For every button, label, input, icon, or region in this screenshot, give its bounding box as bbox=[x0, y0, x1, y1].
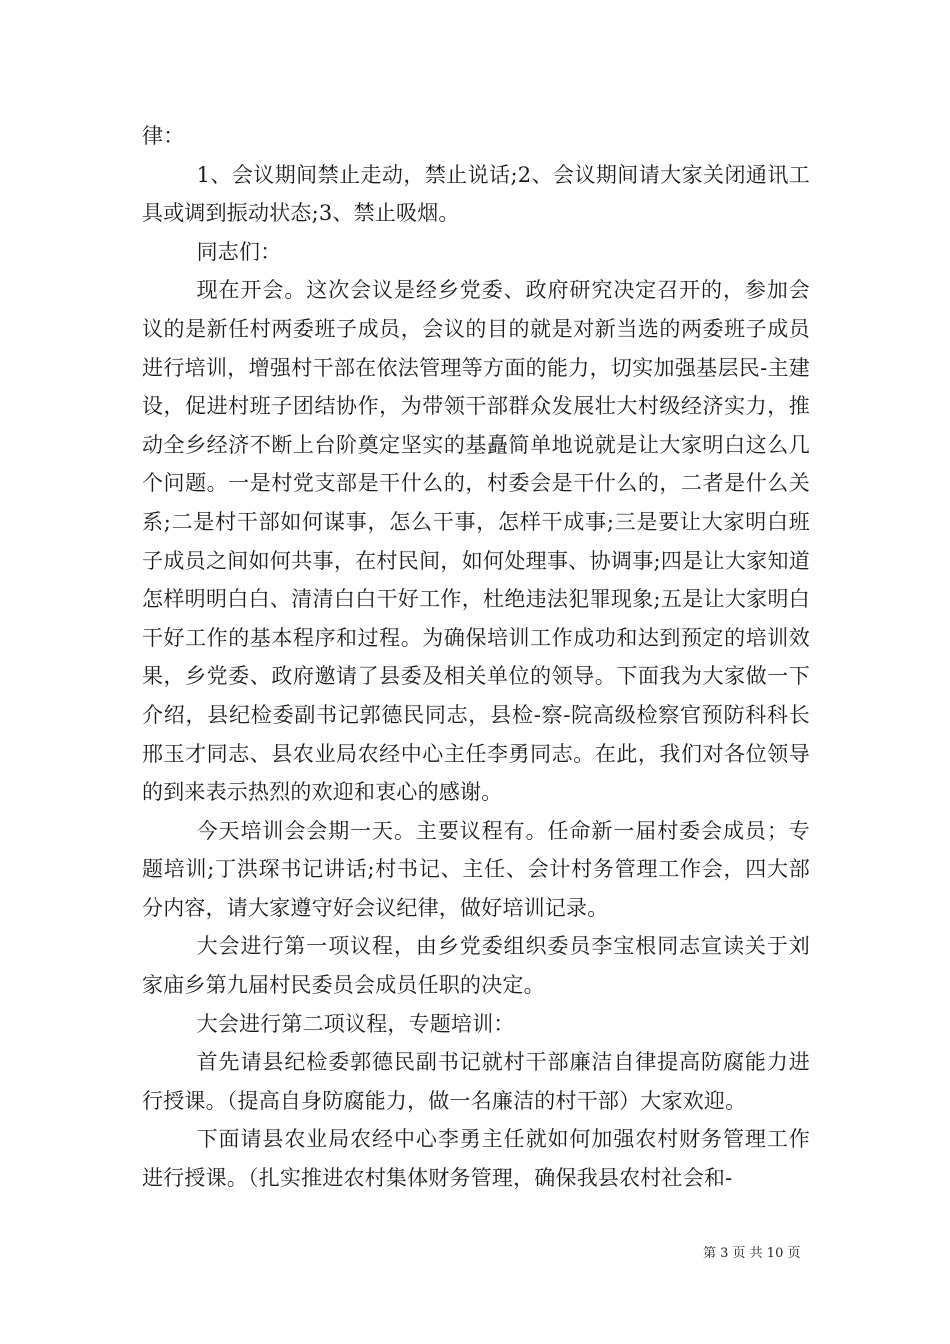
paragraph-continuation: 律： bbox=[142, 124, 185, 148]
paragraph-first-lecture: 首先请县纪检委郭德民副书记就村干部廉洁自律提高防腐能力进行授课。（提高自身防腐能力，做一名廉洁的村干部）大家欢迎。 bbox=[142, 1050, 810, 1113]
page-number-footer: 第 3 页 共 10 页 bbox=[703, 1246, 801, 1261]
paragraph-second-item: 大会进行第二项议程，专题培训： bbox=[196, 1011, 515, 1036]
paragraph-meeting-rules: 1、会议期间禁止走动，禁止说话;2、会议期间请大家关闭通讯工具或调到振动状态;3、禁止吸烟。 bbox=[142, 162, 810, 226]
paragraph-opening: 现在开会。这次会议是经乡党委、政府研究决定召开的，参加会议的是新任村两委班子成员，会议的目的就是对新当选的两委班子成员进行培训，增强村干部在依法管理等方面的能力，切实加强基层民-主建设，促进村班子团结协作，为带领干部群众发展壮大村级经济实力，推动全乡经济不断上台阶奠定坚实的基矗简单地说就是让大家明白这么几个问题。一是村党支部是干什么的，村委会是干什么的，二者是什么关系;二是村干部如何谋事，怎么干事，怎样干成事;三是要让大家明白班子成员之间如何共事，在村民间，如何处理事、协调事;四是让大家知道怎样明明白白、清清白白干好工作，杜绝违法犯罪现象;五是让大家明白干好工作的基本程序和过程。为确保培训工作成功和达到预定的培训效果，乡党委、政府邀请了县委及相关单位的领导。下面我为大家做一下介绍，县纪检委副书记郭德民同志，县检-察-院高级检察官预防科科长邢玉才同志、县农业局农经中心主任李勇同志。在此，我们对各位领导的到来表示热烈的欢迎和衷心的感谢。 bbox=[142, 278, 810, 805]
paragraph-second-lecture: 下面请县农业局农经中心李勇主任就如何加强农村财务管理工作进行授课。（扎实推进农村集体财务管理，确保我县农村社会和- bbox=[142, 1127, 810, 1191]
document-body bbox=[142, 117, 810, 1198]
paragraph-salutation: 同志们： bbox=[196, 239, 282, 264]
paragraph-first-item: 大会进行第一项议程，由乡党委组织委员李宝根同志宣读关于刘家庙乡第九届村民委员会成员任职的决定。 bbox=[142, 934, 810, 998]
paragraph-agenda: 今天培训会会期一天。主要议程有。任命新一届村委会成员；专题培训;丁洪琛书记讲话;村书记、主任、会计村务管理工作会，四大部分内容，请大家遵守好会议纪律，做好培训记录。 bbox=[142, 818, 810, 920]
